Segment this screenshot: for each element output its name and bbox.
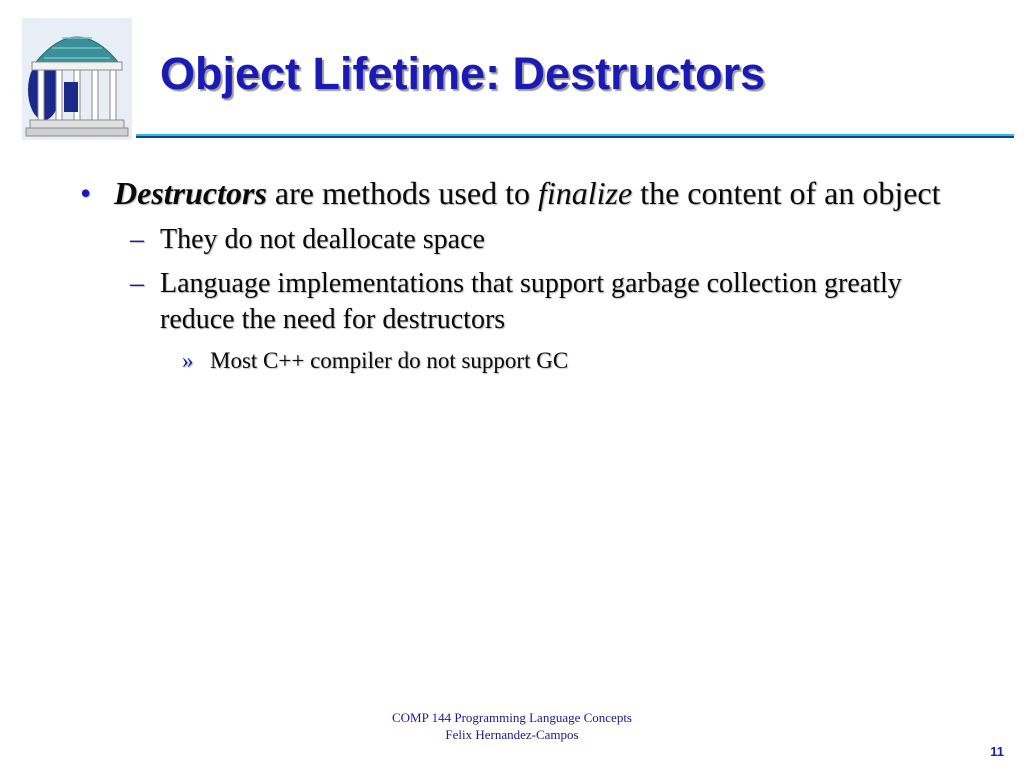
sub-sub-bullet-cpp <box>80 346 980 376</box>
dash-marker: – <box>130 268 144 299</box>
slide-title: Object Lifetime: Destructors <box>160 48 766 99</box>
footer-author: Felix Hernandez-Campos <box>445 727 579 742</box>
term-finalize: finalize <box>537 175 633 211</box>
title-divider <box>136 134 1014 138</box>
bullet-destructors <box>80 172 980 214</box>
bullet-marker: • <box>80 175 92 211</box>
page-number: 11 <box>990 744 1004 759</box>
sub-bullet-garbage-collection <box>80 266 980 338</box>
bullet-text: are methods used to <box>266 175 538 211</box>
bullet-text: the content of an object <box>632 175 941 211</box>
guillemet-marker: » <box>182 348 194 373</box>
sub-bullet-deallocate <box>80 222 980 258</box>
sub-bullet-text: Language implementations that support garbage collection greatly reduce the need for destructors <box>160 268 902 335</box>
sub-bullet-text: They do not deallocate space <box>160 224 485 255</box>
term-destructors: Destructors <box>114 175 267 211</box>
old-well-icon <box>22 18 132 140</box>
old-well-logo <box>22 18 132 140</box>
dash-marker: – <box>130 224 144 255</box>
slide-body <box>80 172 980 376</box>
footer-course: COMP 144 Programming Language Concepts <box>392 710 632 725</box>
slide-footer <box>300 709 724 743</box>
sub-sub-bullet-text: Most C++ compiler do not support GC <box>210 348 569 373</box>
